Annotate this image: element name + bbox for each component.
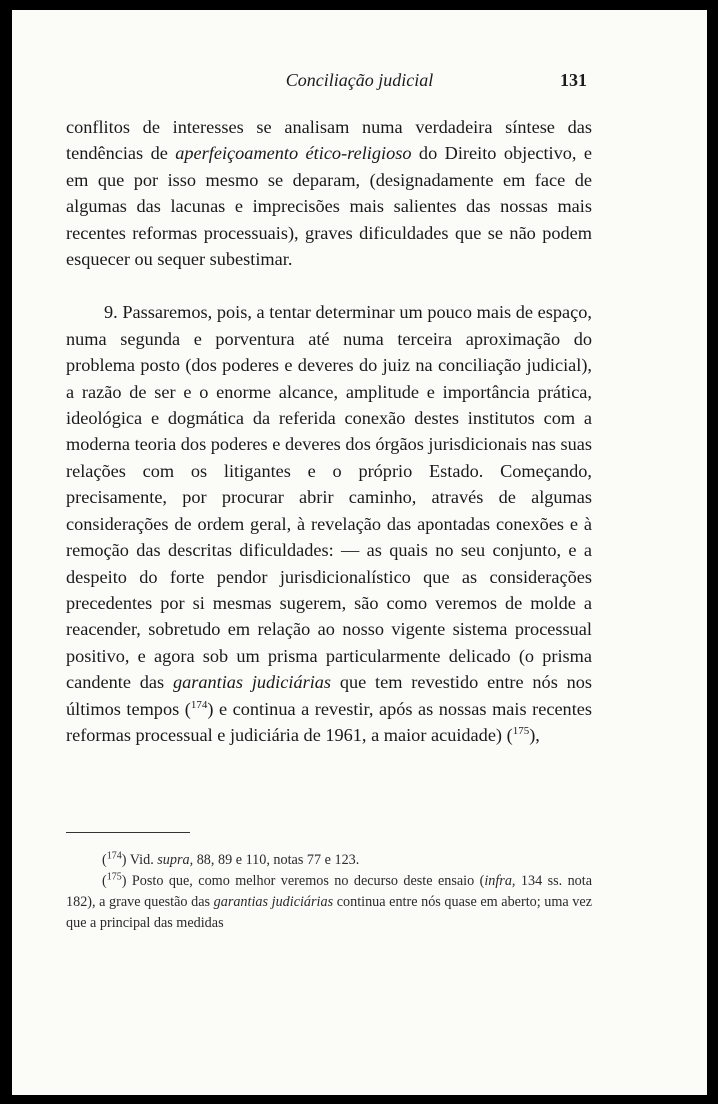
- text-run: 134 ss. nota 182), a grave questão das: [66, 873, 592, 910]
- running-title: Conciliação judicial: [285, 70, 434, 90]
- text-run: 88, 89 e 110, notas 77 e 123.: [193, 852, 360, 868]
- footnote-ref-175[interactable]: 175: [512, 724, 530, 737]
- book-page: [12, 10, 707, 1095]
- paragraph-9: [66, 299, 592, 748]
- footnote-number: 175: [106, 871, 122, 883]
- italic-run: aperfeiçoamento ético-religioso: [175, 143, 412, 164]
- text-run: Vid.: [126, 852, 158, 868]
- paren: ): [121, 852, 127, 868]
- text-run: 9. Passaremos, pois, a tentar determinar um pouco mais de espaço, numa segunda e porventura até numa terceira aproximação do problema posto (dos poderes e deveres do juiz na conciliação judicial), a razão de ser e o enorme alcance, amplitude e importância prática, ideológica e dogmática da referida conexão destes institutos com a moderna teoria dos poderes e deveres dos órgãos jurisdicionais nas suas relações com os litigantes e o próprio Estado. Começando, precisamente, por procurar abrir caminho, através de algumas considerações de ordem geral, à revelação das apontadas conexões e à remoção das descritas dificuldades: — as quais no seu conjunto, e a despeito do forte pendor jurisdicionalístico que as considerações precedentes por si mesmas sugerem, são como veremos de molde a reacender, sobretudo em relação ao nosso vigente sistema processual positivo, e agora sob um prisma particularmente delicado (o prisma candente das: [66, 302, 592, 693]
- paragraph-continued: [66, 114, 592, 272]
- text-run: Posto que, como melhor veremos no decurso deste ensaio (: [126, 873, 485, 889]
- text-run: continua entre nós quase em aberto; uma vez que a principal das medidas: [66, 894, 592, 931]
- paren: (: [102, 852, 107, 868]
- footnote-174: [66, 850, 592, 871]
- text-run: do Direito objectivo, e em que por isso mesmo se deparam, (designadamente em face de algumas das lacunas e imprecisões mais salientes das nossas mais recentes reformas processuais), graves dificuldades que se não podem esquecer ou sequer subestimar.: [66, 143, 592, 270]
- paren: ): [121, 873, 127, 889]
- text-run: que tem revestido entre nós nos últimos tempos (: [66, 672, 593, 719]
- body-text: [66, 114, 592, 748]
- text-run: ) e continua a revestir, após as nossas mais recentes reformas processual e judiciária de 1961, a maior acuidade) (: [66, 698, 593, 745]
- footnote-ref-174[interactable]: 174: [190, 698, 208, 711]
- footnote-divider: [66, 832, 190, 833]
- text-run: conflitos de interesses se analisam numa verdadeira síntese das tendências de: [66, 117, 592, 164]
- footnote-number: 174: [106, 850, 122, 862]
- italic-run: garantias judiciárias: [213, 894, 334, 910]
- running-header: [12, 70, 707, 100]
- footnotes: [66, 850, 592, 934]
- italic-run: infra,: [484, 873, 516, 889]
- text-run: ),: [529, 724, 540, 745]
- page-number: 131: [560, 70, 587, 90]
- italic-run: supra,: [157, 852, 194, 868]
- paren: (: [102, 873, 107, 889]
- italic-run: garantias judiciárias: [172, 672, 332, 693]
- footnote-175: [66, 871, 592, 934]
